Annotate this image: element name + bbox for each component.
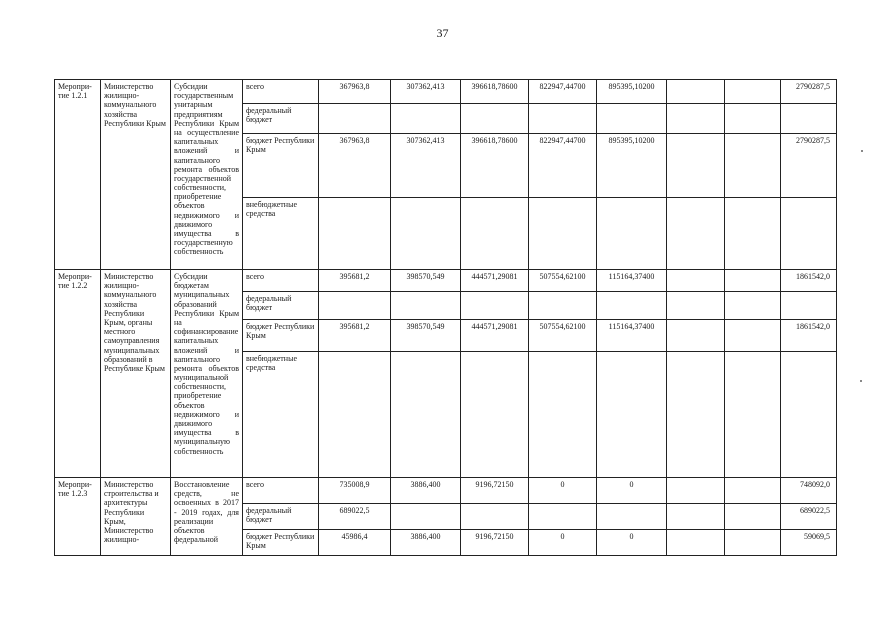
amount-cell-v5 (597, 504, 667, 530)
amount-cell-v3 (461, 104, 529, 134)
amount-cell-v4 (529, 352, 597, 478)
funding-source-cell: всего (243, 80, 319, 104)
amount-cell-v1: 45986,4 (319, 530, 391, 556)
scan-speck (860, 380, 862, 382)
amount-cell-v5: 895395,10200 (597, 134, 667, 198)
executor-cell: Министерство жилищно-коммунального хозяйства Республики Крым, органы местного самоуправления муниципальных образований в Республике Крым (101, 270, 171, 478)
funding-source-cell: федеральный бюджет (243, 292, 319, 320)
amount-cell-v6 (667, 292, 725, 320)
amount-cell-v7 (725, 80, 781, 104)
total-cell: 689022,5 (781, 504, 837, 530)
amount-cell-v7 (725, 530, 781, 556)
total-cell: 1861542,0 (781, 320, 837, 352)
description-cell: Восстановление средств, не освоенных в 2017 - 2019 годах, для реализации объектов федеральной (171, 478, 243, 556)
amount-cell-v4 (529, 504, 597, 530)
funding-source-cell: федеральный бюджет (243, 104, 319, 134)
amount-cell-v2 (391, 504, 461, 530)
amount-cell-v5 (597, 352, 667, 478)
amount-cell-v1 (319, 352, 391, 478)
amount-cell-v2: 3886,400 (391, 530, 461, 556)
total-cell: 59069,5 (781, 530, 837, 556)
amount-cell-v3: 444571,29081 (461, 320, 529, 352)
amount-cell-v1: 395681,2 (319, 320, 391, 352)
funding-source-cell: бюджет Республики Крым (243, 134, 319, 198)
funding-source-cell: бюджет Республики Крым (243, 530, 319, 556)
amount-cell-v5: 0 (597, 478, 667, 504)
amount-cell-v6 (667, 320, 725, 352)
amount-cell-v7 (725, 198, 781, 270)
amount-cell-v7 (725, 104, 781, 134)
total-cell: 2790287,5 (781, 80, 837, 104)
amount-cell-v6 (667, 198, 725, 270)
amount-cell-v7 (725, 504, 781, 530)
funding-source-cell: федеральный бюджет (243, 504, 319, 530)
amount-cell-v1: 367963,8 (319, 134, 391, 198)
amount-cell-v7 (725, 352, 781, 478)
amount-cell-v3: 444571,29081 (461, 270, 529, 292)
amount-cell-v6 (667, 352, 725, 478)
amount-cell-v7 (725, 478, 781, 504)
funding-source-cell: всего (243, 270, 319, 292)
amount-cell-v1 (319, 104, 391, 134)
amount-cell-v4: 822947,44700 (529, 134, 597, 198)
page-number: 37 (436, 26, 449, 40)
amount-cell-v4: 507554,62100 (529, 270, 597, 292)
amount-cell-v3 (461, 198, 529, 270)
executor-cell: Министерство строительства и архитектуры Республики Крым, Министерство жилищно- (101, 478, 171, 556)
funding-source-cell: всего (243, 478, 319, 504)
amount-cell-v5: 115164,37400 (597, 270, 667, 292)
amount-cell-v6 (667, 504, 725, 530)
amount-cell-v6 (667, 270, 725, 292)
amount-cell-v4 (529, 292, 597, 320)
amount-cell-v6 (667, 104, 725, 134)
amount-cell-v4 (529, 104, 597, 134)
amount-cell-v2: 3886,400 (391, 478, 461, 504)
amount-cell-v4: 822947,44700 (529, 80, 597, 104)
total-cell: 1861542,0 (781, 270, 837, 292)
amount-cell-v3 (461, 292, 529, 320)
total-cell: 748092,0 (781, 478, 837, 504)
measure-cell: Меропри- тие 1.2.1 (55, 80, 101, 270)
table-row (55, 478, 837, 504)
amount-cell-v3 (461, 504, 529, 530)
amount-cell-v6 (667, 530, 725, 556)
amount-cell-v7 (725, 134, 781, 198)
amount-cell-v1: 735008,9 (319, 478, 391, 504)
amount-cell-v2: 398570,549 (391, 320, 461, 352)
amount-cell-v5 (597, 198, 667, 270)
amount-cell-v6 (667, 478, 725, 504)
funding-source-cell: внебюджетные средства (243, 352, 319, 478)
budget-table (54, 79, 837, 556)
amount-cell-v2 (391, 292, 461, 320)
amount-cell-v3: 9196,72150 (461, 478, 529, 504)
amount-cell-v7 (725, 292, 781, 320)
amount-cell-v4: 0 (529, 478, 597, 504)
funding-source-cell: бюджет Республики Крым (243, 320, 319, 352)
total-cell (781, 198, 837, 270)
total-cell (781, 352, 837, 478)
table-row (55, 270, 837, 292)
amount-cell-v6 (667, 80, 725, 104)
amount-cell-v3: 396618,78600 (461, 134, 529, 198)
amount-cell-v2: 307362,413 (391, 80, 461, 104)
description-cell: Субсидии бюджетам муниципальных образований Республики Крым на софинансирование капитальных вложений и капитального ремонта объектов муниципальной собственности, приобретение объектов недвижимого и движимого имущества в муниципальную собственность (171, 270, 243, 478)
amount-cell-v2: 307362,413 (391, 134, 461, 198)
amount-cell-v1 (319, 198, 391, 270)
executor-cell: Министерство жилищно-коммунального хозяйства Республики Крым (101, 80, 171, 270)
measure-cell: Меропри- тие 1.2.2 (55, 270, 101, 478)
amount-cell-v2 (391, 198, 461, 270)
amount-cell-v4 (529, 198, 597, 270)
total-cell (781, 104, 837, 134)
amount-cell-v3: 396618,78600 (461, 80, 529, 104)
amount-cell-v1: 689022,5 (319, 504, 391, 530)
amount-cell-v5: 0 (597, 530, 667, 556)
amount-cell-v2 (391, 352, 461, 478)
amount-cell-v3 (461, 352, 529, 478)
table-row (55, 80, 837, 104)
amount-cell-v7 (725, 270, 781, 292)
amount-cell-v6 (667, 134, 725, 198)
funding-source-cell: внебюджетные средства (243, 198, 319, 270)
scan-speck (861, 150, 863, 152)
amount-cell-v5 (597, 104, 667, 134)
amount-cell-v5: 895395,10200 (597, 80, 667, 104)
total-cell: 2790287,5 (781, 134, 837, 198)
amount-cell-v4: 507554,62100 (529, 320, 597, 352)
amount-cell-v2: 398570,549 (391, 270, 461, 292)
description-cell: Субсидии государственным унитарным предприятиям Республики Крым на осуществление капитальных вложений и капитального ремонта объектов государственной собственности, приобретение объектов недвижимого и движимого имущества в государственную собственность (171, 80, 243, 270)
amount-cell-v4: 0 (529, 530, 597, 556)
measure-cell: Меропри- тие 1.2.3 (55, 478, 101, 556)
amount-cell-v2 (391, 104, 461, 134)
amount-cell-v1: 395681,2 (319, 270, 391, 292)
amount-cell-v1: 367963,8 (319, 80, 391, 104)
amount-cell-v3: 9196,72150 (461, 530, 529, 556)
total-cell (781, 292, 837, 320)
amount-cell-v1 (319, 292, 391, 320)
amount-cell-v5 (597, 292, 667, 320)
amount-cell-v5: 115164,37400 (597, 320, 667, 352)
amount-cell-v7 (725, 320, 781, 352)
